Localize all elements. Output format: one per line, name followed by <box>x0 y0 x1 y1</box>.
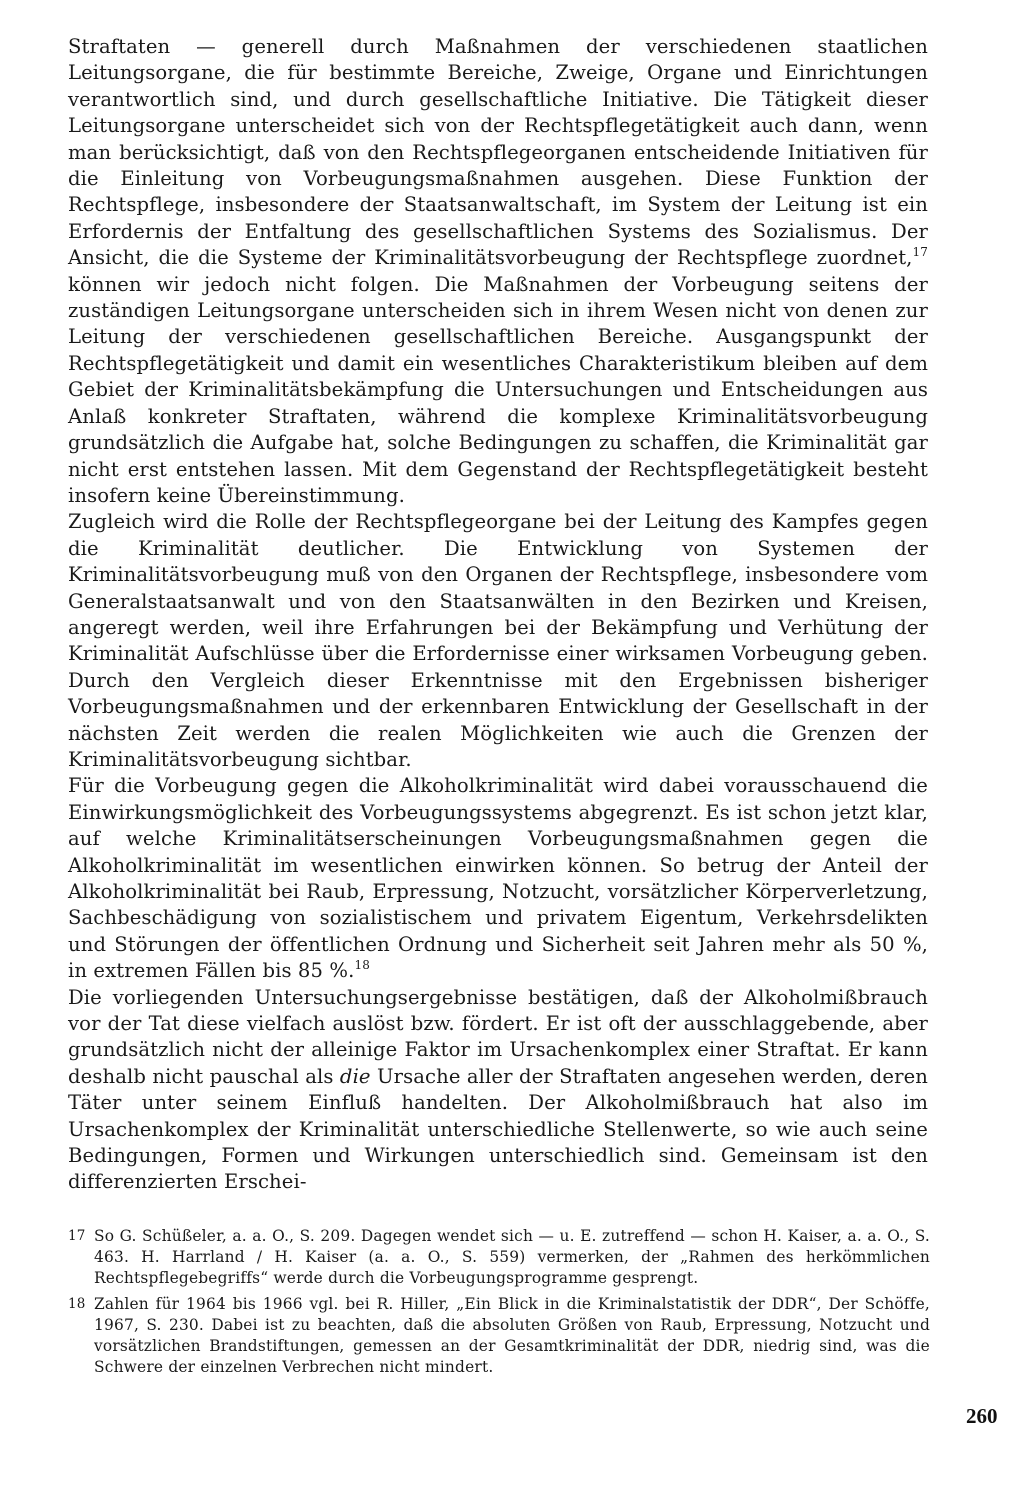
footnotes <box>68 1226 930 1382</box>
paragraph-4-text-a: Die vorliegenden Untersuchungsergebnisse bestätigen, daß der Alkoholmißbrauch vor der Tat diese vielfach auslöst bzw. fördert. Er ist oft der ausschlaggebende, aber grundsätzlich nicht der alleinige Faktor im Ursachenkomplex einer Straftat. Er kann deshalb nicht pauschal als <box>68 985 928 1088</box>
footnote-ref-17: 17 <box>912 245 928 260</box>
footnote-17 <box>68 1226 930 1290</box>
paragraph-4-emphasis: die <box>339 1064 371 1088</box>
paragraph-4-text-b: Ursache aller der Straftaten angesehen werden, deren Täter unter seinem Einfluß handelten. Der Alkoholmißbrauch hat also im Ursachenkomplex der Kriminalität unterschiedliche Stellenwerte, so wie auch seine Bedingungen, Formen und Wirkungen unterschiedlich sind. Gemeinsam ist den differenzierten Erschei- <box>68 1064 928 1194</box>
paragraph-3-text: Für die Vorbeugung gegen die Alkoholkriminalität wird dabei vorausschauend die Einwirkungsmöglichkeit des Vorbeugungssystems abgegrenzt. Es ist schon jetzt klar, auf welche Kriminalitätserscheinungen Vorbeugungsmaßnahmen gegen die Alkoholkriminalität im wesentlichen einwirken können. So betrug der Anteil der Alkoholkriminalität bei Raub, Erpressung, Notzucht, vorsätzlicher Körperverletzung, Sachbeschädigung von sozialistischem und privatem Eigentum, Verkehrsdelikten und Störungen der öffentlichen Ordnung und Sicherheit seit Jahren mehr als 50 %, in extremen Fällen bis 85 %. <box>68 774 928 983</box>
main-text <box>68 34 928 1196</box>
page-number: 260 <box>966 1404 998 1428</box>
footnote-number: 17 <box>68 1228 86 1244</box>
footnote-18 <box>68 1294 930 1379</box>
paragraph-4 <box>68 985 928 1196</box>
footnote-number: 18 <box>68 1295 86 1312</box>
footnote-text: Zahlen für 1964 bis 1966 vgl. bei R. Hiller, „Ein Blick in die Kriminalstatistik der DDR“, Der Schöffe, 1967, S. 230. Dabei ist zu beachten, daß die absoluten Größen von Raub, Erpressung, Notzucht und vorsätzlichen Brandstiftungen, gemessen an der Gesamtkriminalität der DDR, niedrig sind, was die Schwere der einzelnen Verbrechen nicht mindert. <box>94 1294 930 1377</box>
paragraph-3 <box>68 773 928 984</box>
paragraph-1-text-a: Straftaten — generell durch Maßnahmen der verschiedenen staatlichen Leitungsorgane, die für bestimmte Bereiche, Zweige, Organe und Einrichtungen verantwortlich sind, und durch gesellschaftliche Initiative. Die Tätigkeit dieser Leitungsorgane unterscheidet sich von der Rechtspflegetätigkeit auch dann, wenn man berücksichtigt, daß von den Rechtspflegeorganen entscheidende Initiativen für die Einleitung von Vorbeugungsmaßnahmen ausgehen. Diese Funktion der Rechtspflege, insbesondere der Staatsanwaltschaft, im System der Leitung ist ein Erfordernis der Entfaltung des gesellschaftlichen Systems des Sozialismus. Der Ansicht, die die Systeme der Kriminalitätsvorbeugung der Rechtspflege zuordnet, <box>68 35 928 270</box>
footnote-text: So G. Schüßeler, a. a. O., S. 209. Dagegen wendet sich — u. E. zutreffend — schon H. Kaiser, a. a. O., S. 463. H. Harrland / H. Kaiser (a. a. O., S. 559) vermerken, der „Rahmen des herkömmlichen Rechtspflegebegriffs“ werde durch die Vorbeugungsprogramme gesprengt. <box>94 1227 930 1288</box>
paragraph-1-text-b: können wir jedoch nicht folgen. Die Maßnahmen der Vorbeugung seitens der zuständigen Leitungsorgane unterscheiden sich in ihrem Wesen nicht von denen zur Leitung der verschiedenen gesellschaftlichen Bereiche. Ausgangspunkt der Rechtspflegetätigkeit und damit ein wesentliches Charakteristikum bleiben auf dem Gebiet der Kriminalitätsbekämpfung die Untersuchungen und Entscheidungen aus Anlaß konkreter Straftaten, während die komplexe Kriminalitätsvorbeugung grundsätzlich die Aufgabe hat, solche Bedingungen zu schaffen, die Kriminalität gar nicht erst entstehen lassen. Mit dem Gegenstand der Rechtspflegetätigkeit besteht insofern keine Übereinstimmung. <box>68 272 928 507</box>
paragraph-1 <box>68 34 928 509</box>
paragraph-2: Zugleich wird die Rolle der Rechtspflegeorgane bei der Leitung des Kampfes gegen die Kriminalität deutlicher. Die Entwicklung von Systemen der Kriminalitätsvorbeugung muß von den Organen der Rechtspflege, insbesondere vom Generalstaatsanwalt und von den Staatsanwälten in den Bezirken und Kreisen, angeregt werden, weil ihre Erfahrungen bei der Bekämpfung und Verhütung der Kriminalität Aufschlüsse über die Erfordernisse einer wirksamen Vorbeugung geben. Durch den Vergleich dieser Erkenntnisse mit den Ergebnissen bisheriger Vorbeugungsmaßnahmen und der erkennbaren Entwicklung der Gesellschaft in der nächsten Zeit werden die realen Möglichkeiten wie auch die Grenzen der Kriminalitätsvorbeugung sichtbar. <box>68 510 928 771</box>
footnote-ref-18: 18 <box>354 958 370 973</box>
